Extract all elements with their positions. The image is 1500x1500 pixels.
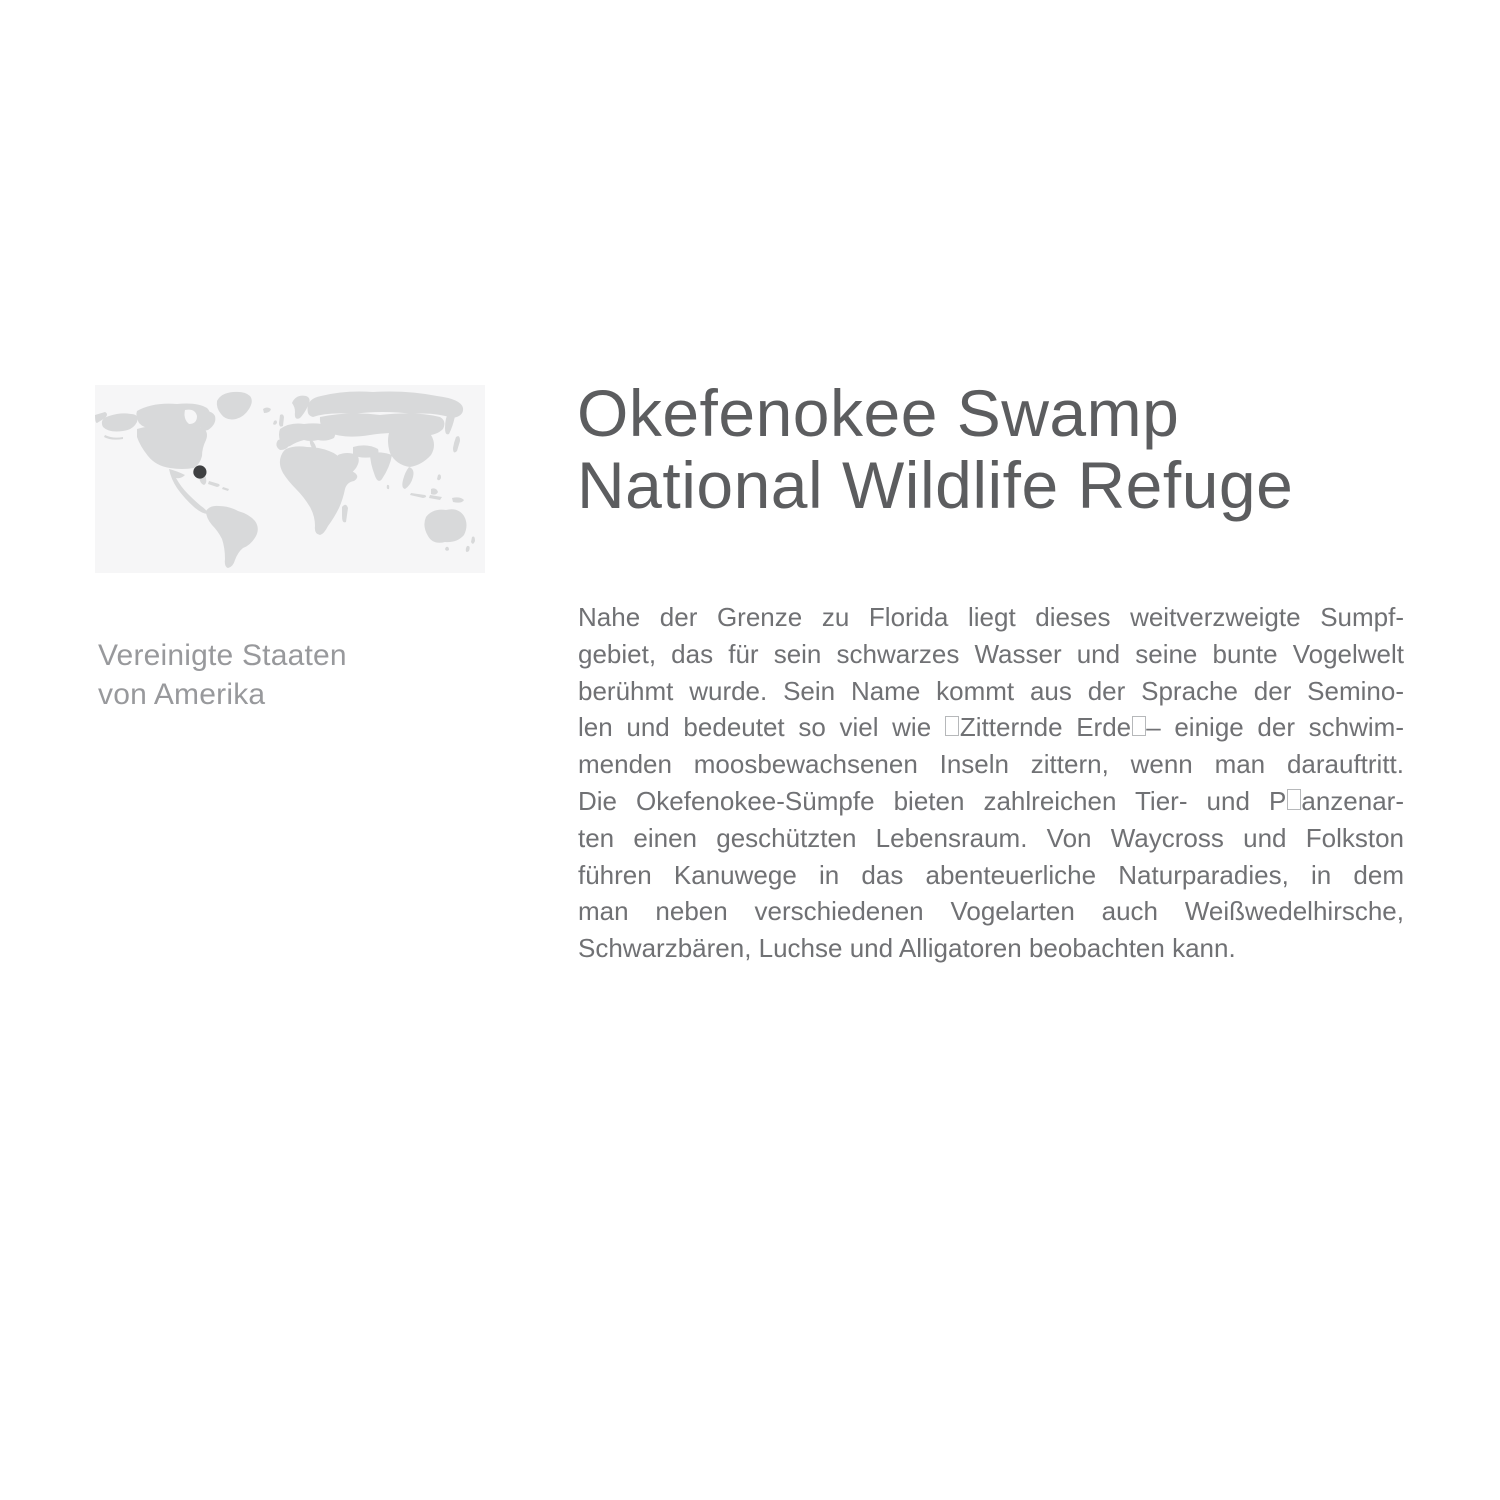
text-line: menden moosbewachsenen Inseln zittern, wenn man darauftritt. bbox=[578, 749, 1404, 780]
world-map-graphic bbox=[95, 385, 485, 573]
text-line: berühmt wurde. Sein Name kommt aus der Sprache der Semino- bbox=[578, 675, 1404, 706]
text-line: Vereinigte Staaten bbox=[98, 639, 347, 672]
country-caption bbox=[98, 636, 347, 714]
missing-glyph-box bbox=[945, 716, 959, 737]
text-line: National Wildlife Refuge bbox=[577, 448, 1294, 522]
missing-glyph-box bbox=[1132, 716, 1146, 737]
location-marker bbox=[193, 465, 206, 478]
world-map-thumbnail bbox=[95, 385, 485, 573]
page-title bbox=[577, 377, 1437, 521]
missing-glyph-box bbox=[1287, 789, 1301, 810]
text-line: len und bedeutet so viel wie Zitternde Erde – einige der schwim- bbox=[578, 712, 1405, 743]
text-line: ten einen geschützten Lebensraum. Von Waycross und Folkston bbox=[578, 822, 1404, 853]
text-line: gebiet, das für sein schwarzes Wasser und seine bunte Vogelwelt bbox=[578, 638, 1404, 669]
article-body bbox=[578, 599, 1404, 967]
text-line: man neben verschiedenen Vogelarten auch Weißwedelhirsche, bbox=[578, 896, 1404, 927]
text-line: führen Kanuwege in das abenteuerliche Naturparadies, in dem bbox=[578, 859, 1404, 890]
text-line: Okefenokee Swamp bbox=[577, 376, 1180, 450]
text-line: Nahe der Grenze zu Florida liegt dieses weitverzweigte Sumpf- bbox=[578, 602, 1404, 632]
text-line: von Amerika bbox=[98, 678, 266, 711]
text-line: Die Okefenokee-Sümpfe bieten zahlreichen Tier- und P anzenar- bbox=[578, 785, 1404, 816]
text-line: Schwarzbären, Luchse und Alligatoren beobachten kann. bbox=[578, 933, 1236, 964]
